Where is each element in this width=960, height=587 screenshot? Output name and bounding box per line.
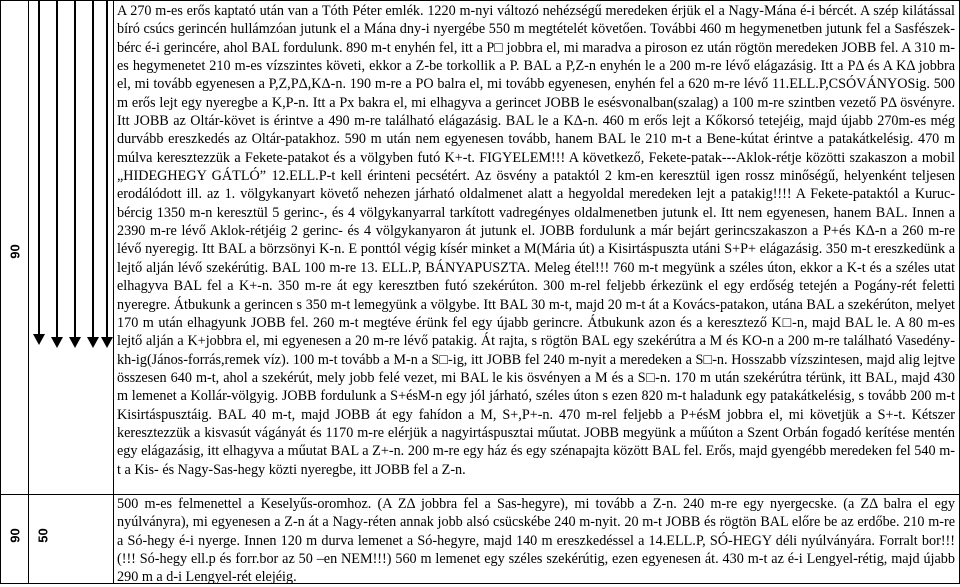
left-column xyxy=(0,0,113,584)
route-paragraph-1: A 270 m-es erős kaptató után van a Tóth Péter emlék. 1220 m-nyi változó nehézségű meredeken érjük el a Nagy-Mána é-i bércét. A szép kilátással bíró csúcs gerincén hullámzóan jutunk el a Mána dny-i nyergébe 550 m megtételét követően. További 460 m hegymenetben jutunk fel a Sasfészek-bérc é-i gerincére, ahol BAL fordulunk. 890 m-t enyhén fel, itt a P□ jobbra el, mi maradva a piroson ez után rögtön meredeken JOBB fel. A 310 m-es hegymenetet 210 m-es vízszintes követi, ekkor a Z-be torkollik a P. BAL a P,Z-n enyhén le a 200 m-re lévő elágazásig. Itt a PΔ és A KΔ jobbra el, mi tovább egyenesen a P,Z,PΔ,KΔ-n. 190 m-re a PO balra el, mi tovább egyenesen, enyhén fel a 620 m-re lévő 11.ELL.P,CSÓVÁNYOSig. 500 m erős lejt egy nyeregbe a K,P-n. Itt a Px bakra el, mi elhagyva a gerincet JOBB le esésvonalban(szalag) a 100 m-re szintben vezető PΔ ösvényre. Itt JOBB az Oltár-követ is érintve a 490 m-re található elágazásig. BAL le a KΔ-n. 460 m erős lejt a Kőkorsó tetejéig, majd újabb 270m-es még durvább ereszkedés az Oltár-patakhoz. 590 m után nem egyenesen tovább, hanem BAL le 210 m-t a Bene-kútat érintve a patakátkelésig. 470 m múlva keresztezzük a Fekete-patakot és a völgyben futó K+-t. FIGYELEM!!! A következő, Fekete-patak---Aklok-rétje közötti szakaszon a mobil „HIDEGHEGY GÁTLÓ” 12.ELL.P-t kell érinteni pecsétért. Az ösvény a pataktól 2 km-en keresztül igen rossz minőségű, helyenként teljesen erodálódott ill. az 1. völgykanyart követő nehezen járható oldalmenet alatt a hegyoldal meredeken lejt a patakig!!!! A Fekete-pataktól a Kuruc-bércig 1350 m-n keresztül 5 gerinc-, és 4 völgykanyarral tarkított vadregényes oldalmenetben jutunk el. Itt nem egyenesen, hanem BAL. Innen a 2390 m-re lévő Aklok-rétjéig 2 gerinc- és 4 völgykanyaron át jutunk el. JOBB fordulunk a már bejárt gerincszakaszon a P+és KΔ-n a 260 m-re lévő nyeregig. Itt BAL a börzsönyi K-n. E ponttól végig kísér minket a M(Mária út) a Kisirtáspuszta utáni S+P+ elágazásig. 350 m-t ereszkedünk a lejtő alján lévő szekérútig. BAL 100 m-re 13. ELL.P, BÁNYAPUSZTA. Meleg étel!!! 760 m-t megyünk a széles úton, ekkor a K-t és a széles utat elhagyva BAL fel a K+-n. 350 m-re át egy keresztben futó szekérúton. 300 m-rel feljebb érkezünk el egy erdőség tetején a Pogány-rét feletti nyeregre. Átbukunk a gerincen s 350 m-t lemegyünk a völgybe. Itt BAL 30 m-t, majd 20 m-t át a Kovács-patakon, utána BAL a szekérúton, melyet 170 m után elhagyunk JOBB fel. 260 m-t megtéve érünk fel egy újabb gerincre. Átbukunk azon és a keresztező K□-n, majd BAL le. A 80 m-es lejtő alján a K+jobbra el, mi egyenesen a 20 m-re lévő patakig. Át rajta, s rögtön BAL egy szekérútra a M és KO-n a 200 m-re található Vasedény-kh-ig(János-forrás,remek víz). 100 m-t tovább a M-n a S□-ig, itt JOBB fel 240 m-nyit a meredeken a S□-n. Hosszabb vízszintesen, majd alig lejtve összesen 640 m-t, ahol a szekérút, mely jobb felé vezet, mi BAL le kis ösvényen a M és a S□-n. 170 m után szekérútra térünk, itt BAL, majd 430 m lemenet a Kollár-völgyig. JOBB fordulunk a S+ésM-n egy jól járható, széles úton s ezen 820 m-t haladunk egy patakátkelésig, s tovább 200 m-t Kisirtáspusztáig. BAL 40 m-t, majd JOBB át egy fahídon a M, S+,P+-n. 470 m-rel feljebb a P+ésM jobbra el, mi követjük a S+-t. Kétszer keresztezzük a kisvasút vágányát és 1170 m-re elérjük a nagyirtáspusztai műutat. JOBB megyünk a műúton a Szent Orbán fogadó kerítése mentén egy elágazásig, itt elhagyva a műutat BAL a Z+-n. 200 m-re egy ház és egy szénapajta között BAL fel. Erős, majd gyengébb meredeken fel 540 m-t a Kis- és Nagy-Sas-hegy közti nyeregbe, itt JOBB fel a Z-n. xyxy=(117,3,955,478)
left-border xyxy=(0,0,1,584)
row1-distance-label: 90 xyxy=(7,244,23,259)
column-divider-main xyxy=(113,0,114,584)
row2-label-left: 90 xyxy=(7,528,23,543)
route-description-row1 xyxy=(117,2,955,479)
route-paragraph-2: 500 m-es felmenettel a Keselyűs-oromhoz. (A ZΔ jobbra fel a Sas-hegyre), mi tovább a Z-n. 240 m-re egy nyergecske. (a ZΔ balra el egy nyúlványra), mi egyenesen a Z-n át a Nagy-réten annak jobb alsó csücskébe 240 m-nyit. 20 m-t JOBB és rögtön BAL előre be az erdőbe. 210 m-re a Só-hegy é-i nyerge. Innen 120 m durva lemenet a Só-hegyre, majd 140 m ereszkedéssel a 14.ELL.P, SÓ-HEGY déli nyúlványára. Forralt bor!!! (!!! Só-hegy ell.p és forr.bor az 50 –en NEM!!!) 560 m lemenet egy széles szekérútig, ezen egyenesen át. 430 m-t az é-i Lengyel-rétig, majd újabb 290 m a d-i Lengyel-rét elejéig. xyxy=(117,496,955,586)
row2-label-right: 50 xyxy=(35,528,51,543)
column-divider-1 xyxy=(28,0,29,584)
route-description-row2 xyxy=(117,495,955,587)
